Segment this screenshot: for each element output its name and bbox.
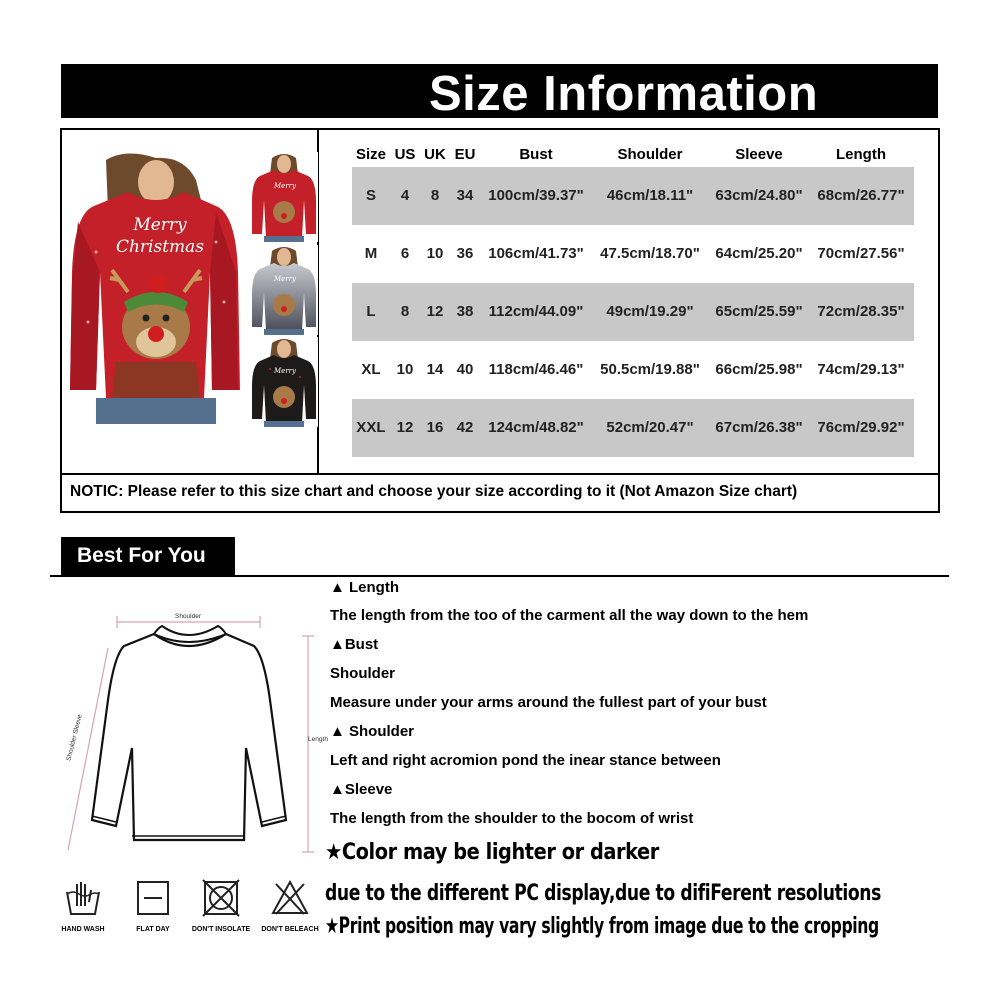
measure-heading-length: ▲ Length bbox=[330, 579, 400, 596]
flat-dry-icon bbox=[133, 878, 173, 918]
size-table bbox=[352, 140, 912, 470]
table-header-cell: UK bbox=[424, 146, 446, 163]
table-header-cell: Size bbox=[355, 146, 386, 163]
table-cell: 112cm/44.09" bbox=[488, 303, 584, 320]
diagram-label: Length bbox=[308, 736, 328, 743]
table-header-cell: Shoulder bbox=[617, 146, 683, 163]
table-cell: 49cm/19.29" bbox=[606, 303, 694, 320]
measure-heading-bust: ▲Bust bbox=[330, 636, 379, 653]
table-header-cell: Bust bbox=[519, 146, 553, 163]
table-cell: 4 bbox=[400, 187, 410, 204]
size-chart-panel bbox=[60, 128, 940, 513]
table-cell: 76cm/29.92" bbox=[817, 419, 905, 436]
svg-text:Merry: Merry bbox=[274, 367, 296, 375]
table-header-cell: US bbox=[394, 146, 416, 163]
page-title: Size Information bbox=[429, 67, 819, 121]
table-header-cell: Length bbox=[836, 146, 886, 163]
svg-text:Merry: Merry bbox=[274, 182, 296, 190]
table-cell: 8 bbox=[430, 187, 440, 204]
table-cell: 124cm/48.82" bbox=[488, 419, 584, 436]
table-cell: 72cm/28.35" bbox=[817, 303, 905, 320]
diagram-label: Shoulder Sleeve bbox=[65, 713, 84, 762]
table-cell: 38 bbox=[456, 303, 474, 320]
table-cell: 52cm/20.47" bbox=[606, 419, 694, 436]
product-print-text: Christmas bbox=[115, 237, 205, 257]
table-cell: 100cm/39.37" bbox=[488, 187, 584, 204]
table-cell: 6 bbox=[400, 245, 410, 262]
table-cell: 10 bbox=[396, 361, 414, 378]
table-cell: 68cm/26.77" bbox=[817, 187, 905, 204]
measure-heading-shoulder: ▲ Shoulder bbox=[330, 723, 415, 740]
table-cell: 65cm/25.59" bbox=[715, 303, 803, 320]
svg-text:Merry: Merry bbox=[274, 275, 296, 283]
disclaimer-display: due to the different PC display,due to difiFerent resolutions bbox=[325, 881, 881, 906]
measure-desc-bust: Measure under your arms around the fullest part of your bust bbox=[330, 694, 767, 711]
care-label: DON'T INSOLATE bbox=[191, 926, 251, 933]
table-cell: XL bbox=[361, 361, 381, 378]
table-cell: L bbox=[366, 303, 376, 320]
table-cell: 14 bbox=[426, 361, 444, 378]
table-cell: 64cm/25.20" bbox=[715, 245, 803, 262]
table-cell: 46cm/18.11" bbox=[606, 187, 694, 204]
table-cell: 106cm/41.73" bbox=[488, 245, 584, 262]
product-thumbnail-black bbox=[250, 337, 318, 427]
table-cell: 118cm/46.46" bbox=[488, 361, 584, 378]
disclaimer-print-position: ★Print position may vary slightly from image due to the cropping bbox=[325, 914, 879, 939]
table-header-cell: Sleeve bbox=[735, 146, 783, 163]
care-label: FLAT DAY bbox=[136, 926, 170, 933]
table-cell: 8 bbox=[400, 303, 410, 320]
measure-heading-sleeve: ▲Sleeve bbox=[330, 781, 393, 798]
disclaimer-color: ★Color may be lighter or darker bbox=[325, 840, 659, 865]
divider bbox=[62, 473, 938, 475]
product-print-text: Merry bbox=[133, 215, 187, 235]
table-cell: 10 bbox=[426, 245, 444, 262]
table-cell: 74cm/29.13" bbox=[817, 361, 905, 378]
table-cell: 36 bbox=[456, 245, 474, 262]
do-not-bleach-icon bbox=[270, 878, 310, 918]
table-cell: 63cm/24.80" bbox=[715, 187, 803, 204]
care-label: HAND WASH bbox=[61, 926, 105, 933]
product-thumbnail-gray bbox=[250, 245, 318, 335]
table-cell: 67cm/26.38" bbox=[715, 419, 803, 436]
do-not-tumble-icon bbox=[201, 878, 241, 918]
size-notice: NOTIC: Please refer to this size chart and choose your size according to it (Not Amazon Size chart) bbox=[70, 483, 798, 500]
product-thumbnail-red bbox=[250, 152, 318, 242]
section-tab-best-for-you: Best For You bbox=[61, 537, 235, 576]
table-cell: 47.5cm/18.70" bbox=[600, 245, 700, 262]
table-cell: 40 bbox=[456, 361, 474, 378]
table-cell: 66cm/25.98" bbox=[715, 361, 803, 378]
table-cell: M bbox=[364, 245, 378, 262]
care-label: DON'T BELEACH bbox=[261, 926, 319, 933]
title-banner bbox=[61, 64, 938, 121]
table-cell: XXL bbox=[356, 419, 386, 436]
table-cell: 16 bbox=[426, 419, 444, 436]
care-dont-bleach bbox=[250, 878, 330, 933]
measurement-diagram bbox=[50, 600, 335, 870]
measure-subheading-shoulder: Shoulder bbox=[330, 665, 396, 682]
table-cell: 50.5cm/19.88" bbox=[600, 361, 700, 378]
table-cell: 12 bbox=[426, 303, 444, 320]
table-cell: 70cm/27.56" bbox=[817, 245, 905, 262]
table-cell: 34 bbox=[456, 187, 474, 204]
table-cell: S bbox=[365, 187, 376, 204]
table-header-cell: EU bbox=[454, 146, 476, 163]
care-hand-wash bbox=[43, 878, 123, 933]
divider bbox=[50, 575, 949, 577]
diagram-label: Shoulder bbox=[174, 613, 202, 620]
measure-desc-length: The length from the too of the carment all the way down to the hem bbox=[330, 607, 809, 624]
measure-desc-shoulder: Left and right acromion pond the inear stance between bbox=[330, 752, 721, 769]
hand-wash-icon bbox=[63, 878, 103, 918]
product-image-red bbox=[66, 152, 242, 424]
care-dont-insolate bbox=[181, 878, 261, 933]
table-cell: 12 bbox=[396, 419, 414, 436]
measure-desc-sleeve: The length from the shoulder to the bocom of wrist bbox=[330, 810, 694, 827]
table-cell: 42 bbox=[456, 419, 474, 436]
